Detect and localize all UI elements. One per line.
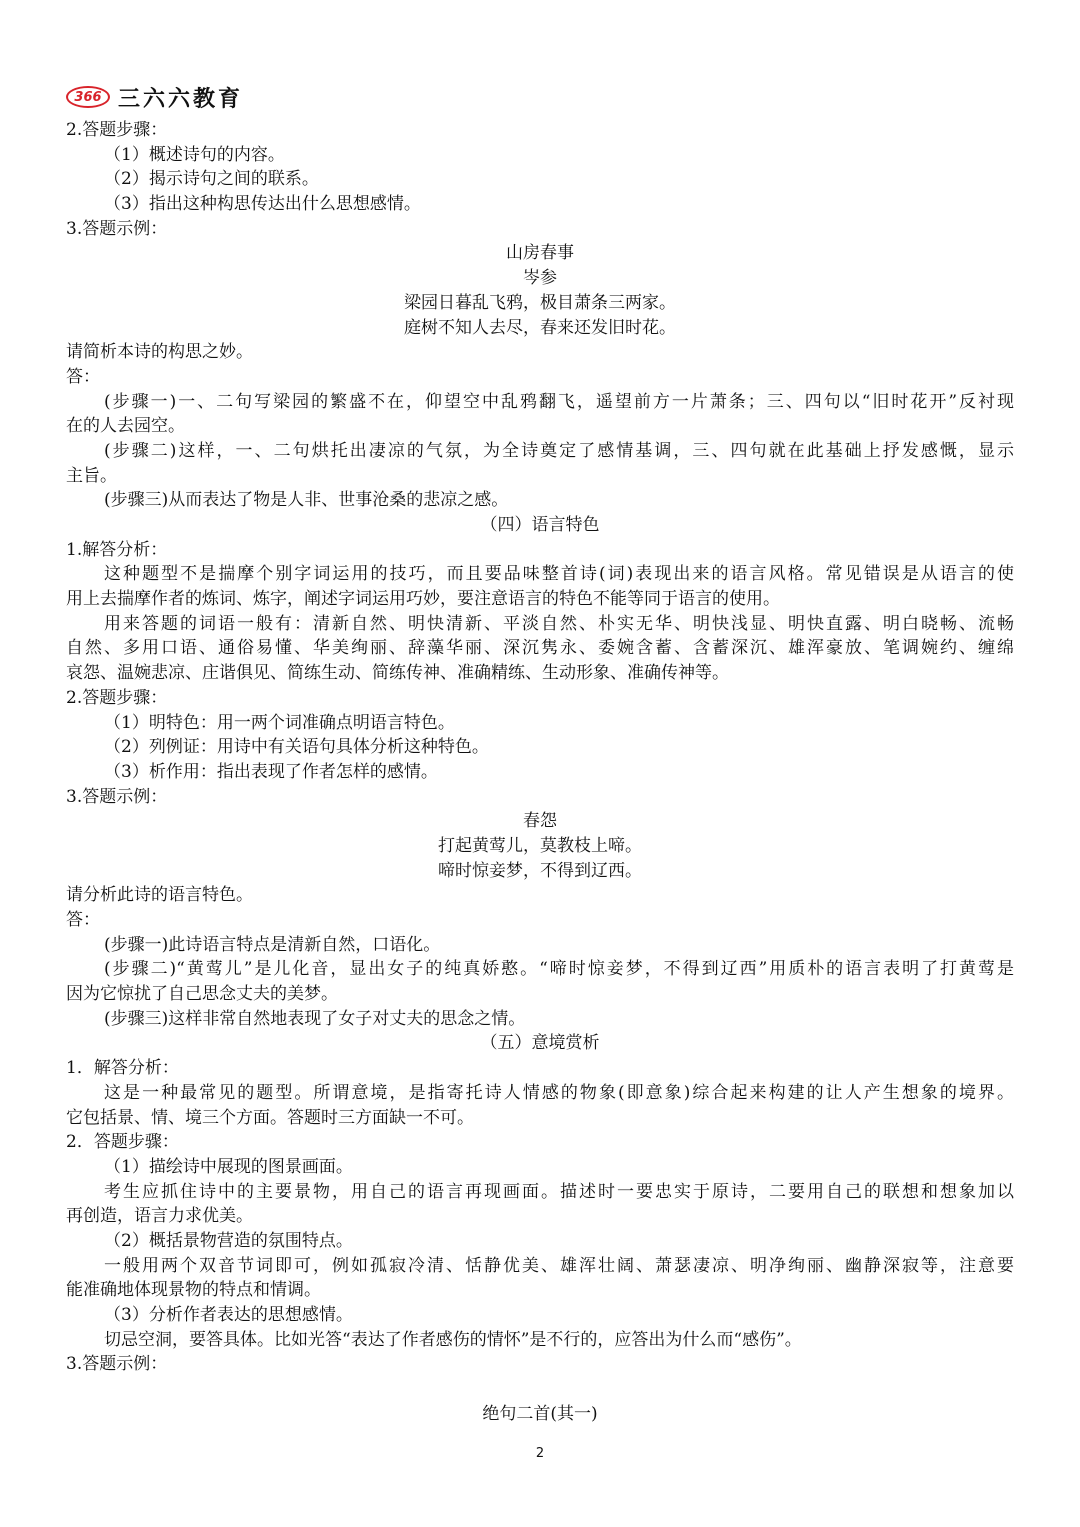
poem-title: 绝句二首(其一) [482,1403,598,1424]
body-paragraph: 一般用两个双音节词即可，例如孤寂冷清、恬静优美、雄浑壮阔、萧瑟凄凉、明净绚丽、幽静深寂等，注意要 [104,1255,1014,1276]
step-item: （3）分析作者表达的思想感情。 [104,1305,353,1325]
poem-title: 春怨 [523,811,557,832]
poem-line: 打起黄莺儿，莫教枝上啼。 [438,835,642,856]
step-item: （2）概括景物营造的氛围特点。 [104,1230,353,1251]
body-paragraph: 再创造，语言力求优美。 [66,1206,253,1227]
brand-name: 三六六教育 [118,86,244,112]
answer-paragraph: (步骤一)此诗语言特点是清新自然，口语化。 [104,934,441,955]
answer-paragraph: 因为它惊扰了自己思念丈夫的美梦。 [66,984,338,1005]
poem-title: 山房春事 [506,243,574,264]
page-number: 2 [535,1446,545,1461]
step-item: （2）列例证：用诗中有关语句具体分析这种特色。 [104,737,489,758]
spacer [66,1377,1014,1402]
question: 请简析本诗的构思之妙。 [66,342,253,363]
answer-paragraph: (步骤一)一、二句写梁园的繁盛不在，仰望空中乱鸦翻飞，遥望前方一片萧条；三、四句以“旧时花开”反衬现 [104,391,1014,412]
body-paragraph: 它包括景、情、境三个方面。答题时三方面缺一不可。 [66,1107,474,1128]
body-paragraph: 这种题型不是揣摩个别字词运用的技巧，而且要品味整首诗(词)表现出来的语言风格。常见错误是从语言的使 [104,564,1014,585]
section-title: （五）意境赏析 [480,1033,600,1054]
example-heading: 3.答题示例： [66,786,168,807]
step-item: （1）明特色：用一两个词准确点明语言特色。 [104,712,455,733]
step-item: （2）揭示诗句之间的联系。 [104,169,319,190]
answer-paragraph: 在的人去园空。 [66,416,185,437]
body-paragraph: 用来答题的词语一般有：清新自然、明快清新、平淡自然、朴实无华、明快浅显、明快直露、明白晓畅、流畅 [104,613,1014,634]
answer-label: 答： [66,910,100,930]
step-item: （1）描绘诗中展现的图景画面。 [104,1156,353,1177]
step-item: （3）指出这种构思传达出什么思想感情。 [104,194,421,215]
answer-label: 答： [66,366,100,387]
answer-paragraph: 主旨。 [66,465,117,486]
body-paragraph: 考生应抓住诗中的主要景物，用自己的语言再现画面。描述时一要忠实于原诗，二要用自己的联想和想象加以 [104,1181,1014,1202]
step-heading: 2．答题步骤： [66,1132,179,1153]
question: 请分析此诗的语言特色。 [66,885,253,906]
body-paragraph: 这是一种最常见的题型。所谓意境，是指寄托诗人情感的物象(即意象)综合起来构建的让人产生想象的境界。 [104,1082,1014,1103]
section-title: （四）语言特色 [480,515,600,535]
body-paragraph: 能准确地体现景物的特点和情调。 [66,1280,321,1301]
brand-logo-icon: 366 [66,86,110,108]
analysis-heading: 1.解答分析： [66,539,168,560]
page-header [66,82,243,112]
example-heading: 3.答题示例： [66,1354,168,1375]
step-item: （3）析作用：指出表现了作者怎样的感情。 [104,761,438,782]
answer-paragraph: (步骤三)这样非常自然地表现了女子对丈夫的思念之情。 [104,1008,526,1029]
step-item: （1）概述诗句的内容。 [104,144,285,165]
answer-paragraph: (步骤三)从而表达了物是人非、世事沧桑的悲凉之感。 [104,490,509,511]
document-body [66,118,1014,1426]
body-paragraph: 哀怨、温婉悲凉、庄谐俱见、简练生动、简练传神、准确精练、生动形象、准确传神等。 [66,663,729,684]
body-paragraph: 用上去揣摩作者的炼词、炼字，阐述字词运用巧妙，要注意语言的特色不能等同于语言的使用。 [66,589,780,610]
step-heading: 2.答题步骤： [66,120,168,140]
answer-paragraph: (步骤二)这样，一、二句烘托出凄凉的气氛，为全诗奠定了感情基调，三、四句就在此基础上抒发感慨，显示 [104,440,1014,461]
poem-author: 岑参 [523,268,557,289]
body-paragraph: 自然、多用口语、通俗易懂、华美绚丽、辞藻华丽、深沉隽永、委婉含蓄、含蓄深沉、雄浑豪放、笔调婉约、缠绵 [66,638,1014,659]
poem-line: 啼时惊妾梦，不得到辽西。 [438,860,642,881]
poem-line: 梁园日暮乱飞鸦，极目萧条三两家。 [404,292,676,313]
body-paragraph: 切忌空洞，要答具体。比如光答“表达了作者感伤的情怀”是不行的，应答出为什么而“感伤”。 [104,1329,802,1350]
example-heading: 3.答题示例： [66,218,168,239]
poem-line: 庭树不知人去尽，春来还发旧时花。 [404,317,676,338]
analysis-heading: 1．解答分析： [66,1058,179,1079]
answer-paragraph: (步骤二)“黄莺儿”是儿化音，显出女子的纯真娇憨。“啼时惊妾梦，不得到辽西”用质朴的语言表明了打黄莺是 [104,959,1014,980]
step-heading: 2.答题步骤： [66,687,168,708]
